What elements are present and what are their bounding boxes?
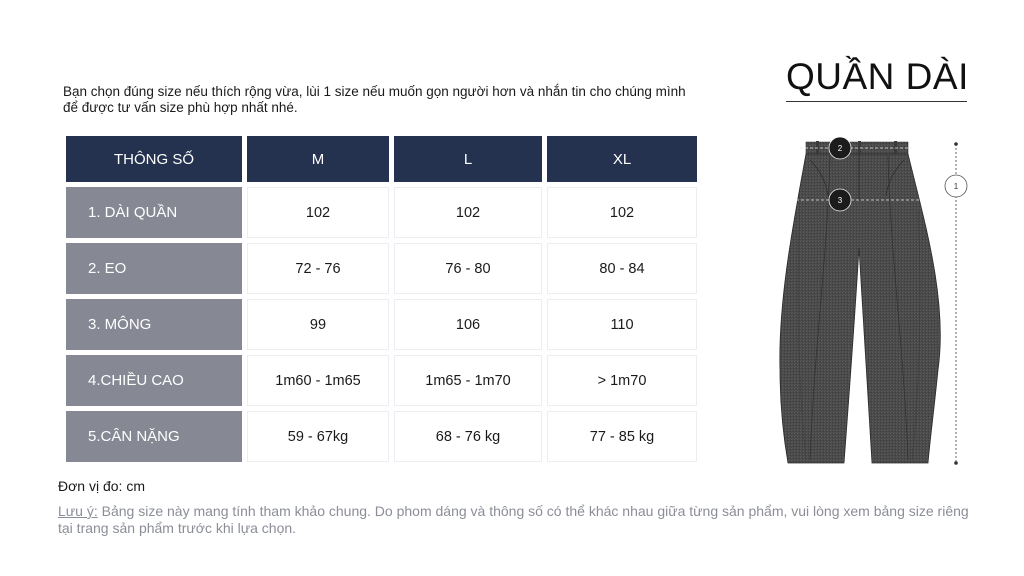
table-cell: 99 (247, 299, 389, 350)
length-marker-icon (945, 175, 967, 197)
hip-marker-icon (829, 189, 851, 211)
table-row (66, 243, 697, 294)
size-chart-table (61, 131, 702, 467)
table-cell: 77 - 85 kg (547, 411, 697, 462)
table-cell: 102 (394, 187, 542, 238)
note-body: Bảng size này mang tính tham khảo chung. Do phom dáng và thông số có thể khác nhau giữa từng sản phẩm, vui lòng xem bảng size riêng tại trang sản phẩm trước khi lựa chọn. (58, 503, 969, 536)
table-cell: 72 - 76 (247, 243, 389, 294)
table-cell: 102 (247, 187, 389, 238)
table-cell: 76 - 80 (394, 243, 542, 294)
table-cell: 68 - 76 kg (394, 411, 542, 462)
header-size-m: M (247, 136, 389, 182)
length-marker-label: 1 (953, 182, 959, 191)
intro-text: Bạn chọn đúng size nếu thích rộng vừa, lùi 1 size nếu muốn gọn người hơn và nhắn tin cho chúng mình để được tư vấn size phù hợp nhất nhé. (63, 84, 686, 115)
pants-figure (770, 130, 980, 475)
header-size-l: L (394, 136, 542, 182)
table-cell: > 1m70 (547, 355, 697, 406)
table-header-row (66, 136, 697, 182)
row-label-waist: 2. EO (66, 243, 242, 294)
header-size-xl: XL (547, 136, 697, 182)
pants-illustration (770, 130, 980, 475)
header-spec: THÔNG SỐ (66, 136, 242, 182)
unit-text: Đơn vị đo: cm (58, 478, 145, 494)
table-row (66, 411, 697, 462)
table-cell: 1m65 - 1m70 (394, 355, 542, 406)
note-label: Lưu ý: (58, 503, 98, 519)
table-cell: 106 (394, 299, 542, 350)
table-row (66, 355, 697, 406)
row-label-length: 1. DÀI QUẦN (66, 187, 242, 238)
row-label-hip: 3. MÔNG (66, 299, 242, 350)
hip-marker-label: 3 (837, 196, 843, 205)
table-cell: 59 - 67kg (247, 411, 389, 462)
row-label-height: 4.CHIỀU CAO (66, 355, 242, 406)
table-row (66, 299, 697, 350)
table-row (66, 187, 697, 238)
note-text (58, 503, 978, 537)
product-title: QUẦN DÀI (786, 56, 967, 102)
table-cell: 110 (547, 299, 697, 350)
row-label-weight: 5.CÂN NẶNG (66, 411, 242, 462)
table-cell: 1m60 - 1m65 (247, 355, 389, 406)
table-cell: 102 (547, 187, 697, 238)
waist-marker-icon (829, 137, 851, 159)
table-cell: 80 - 84 (547, 243, 697, 294)
waist-marker-label: 2 (837, 144, 843, 153)
